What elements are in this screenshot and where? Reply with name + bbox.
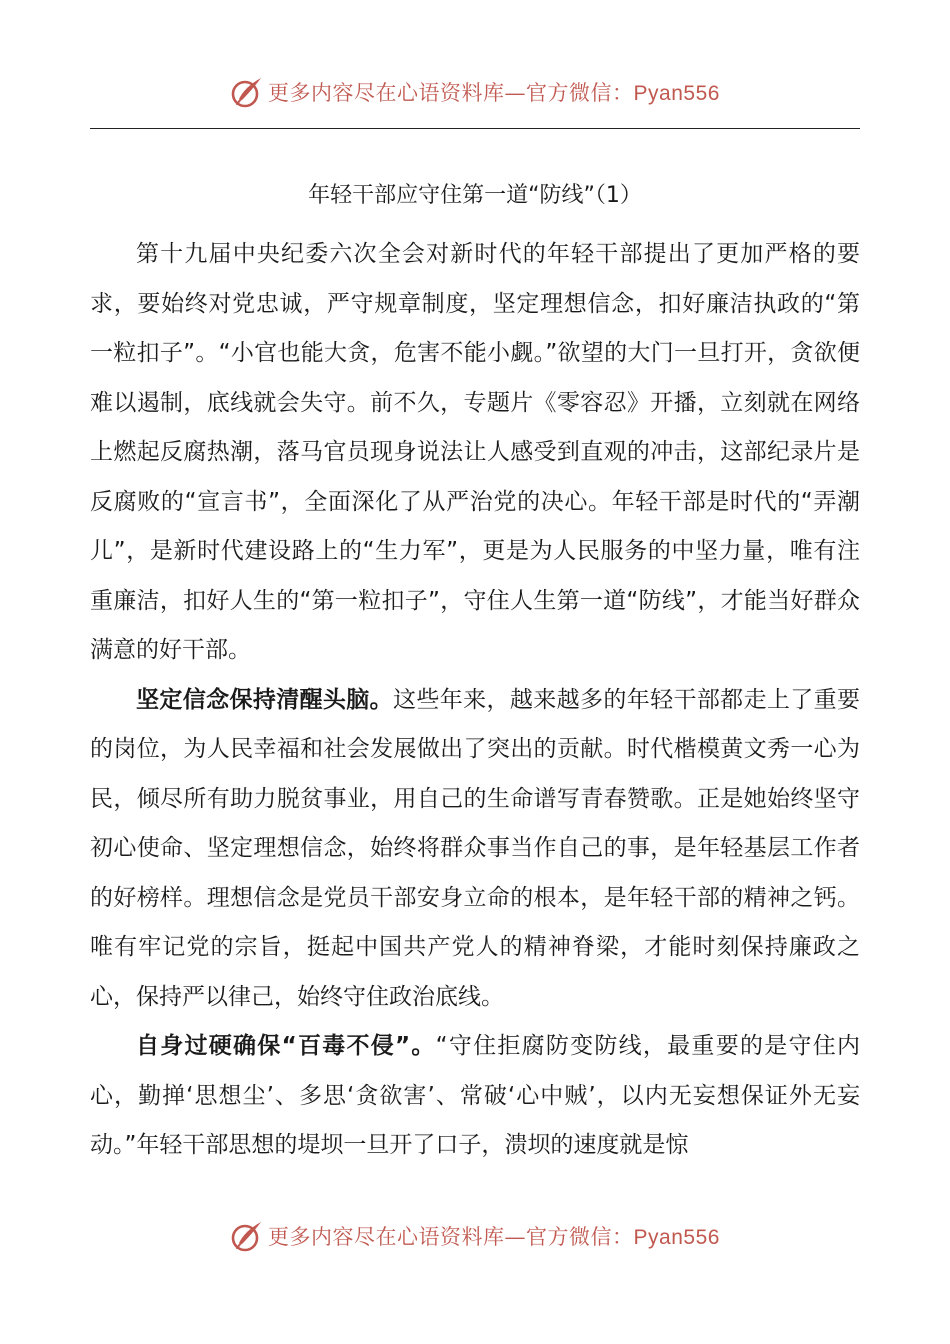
quill-logo-icon bbox=[230, 1219, 264, 1253]
header-divider bbox=[90, 128, 860, 129]
watermark-wechat-id: Pyan556 bbox=[633, 1226, 720, 1249]
paragraph-3-text: “守住拒腐防变防线，最重要的是守住内心，勤掸‘思想尘’、多思‘贪欲害’、常破‘心中贼’，以内无妄想保证外无妄动。”年轻干部思想的堤坝一旦开了口子，溃坝的速度就是惊 bbox=[90, 1033, 861, 1158]
watermark-text bbox=[268, 1221, 720, 1251]
document-title: 年轻干部应守住第一道“防线”（1） bbox=[308, 183, 642, 208]
watermark-slogan: 更多内容尽在心语资料库 bbox=[268, 1225, 505, 1249]
watermark-wechat-label: 官方微信： bbox=[526, 81, 634, 105]
paragraph-3 bbox=[90, 1022, 860, 1171]
header-watermark bbox=[0, 72, 950, 112]
footer-watermark bbox=[0, 1216, 950, 1256]
watermark-wechat-id: Pyan556 bbox=[633, 82, 720, 105]
watermark-separator: — bbox=[504, 1225, 527, 1249]
paragraph-2-lead: 坚定信念保持清醒头脑。 bbox=[136, 686, 394, 713]
quill-logo-icon bbox=[230, 75, 264, 109]
paragraph-3-lead: 自身过硬确保“百毒不侵”。 bbox=[136, 1033, 436, 1059]
paragraph-1-text: 第十九届中央纪委六次全会对新时代的年轻干部提出了更加严格的要求，要始终对党忠诚，严守规章制度，坚定理想信念，扣好廉洁执政的“第一粒扣子”。“小官也能大贪，危害不能小觑。”欲望的大门一旦打开，贪欲便难以遏制，底线就会失守。前不久，专题片《零容忍》开播，立刻就在网络上燃起反腐热潮，落马官员现身说法让人感受到直观的冲击，这部纪录片是反腐败的“宣言书”，全面深化了从严治党的决心。年轻干部是时代的“弄潮儿”，是新时代建设路上的“生力军”，更是为人民服务的中坚力量，唯有注重廉洁，扣好人生的“第一粒扣子”，守住人生第一道“防线”，才能当好群众满意的好干部。 bbox=[90, 241, 860, 663]
paragraph-2-text: 这些年来，越来越多的年轻干部都走上了重要的岗位，为人民幸福和社会发展做出了突出的贡献。时代楷模黄文秀一心为民，倾尽所有助力脱贫事业，用自己的生命谱写青春赞歌。正是她始终坚守初心使命、坚定理想信念，始终将群众事当作自己的事，是年轻基层工作者的好榜样。理想信念是党员干部安身立命的根本，是年轻干部的精神之钙。唯有牢记党的宗旨，挺起中国共产党人的精神脊梁，才能时刻保持廉政之心，保持严以律己，始终守住政治底线。 bbox=[90, 686, 861, 1010]
document-body bbox=[90, 230, 860, 1171]
watermark-slogan: 更多内容尽在心语资料库 bbox=[268, 81, 505, 105]
watermark-wechat-label: 官方微信： bbox=[526, 1225, 634, 1249]
paragraph-2 bbox=[90, 676, 860, 1023]
watermark-text bbox=[268, 77, 720, 107]
watermark-separator: — bbox=[504, 81, 527, 105]
paragraph-1 bbox=[90, 230, 860, 676]
